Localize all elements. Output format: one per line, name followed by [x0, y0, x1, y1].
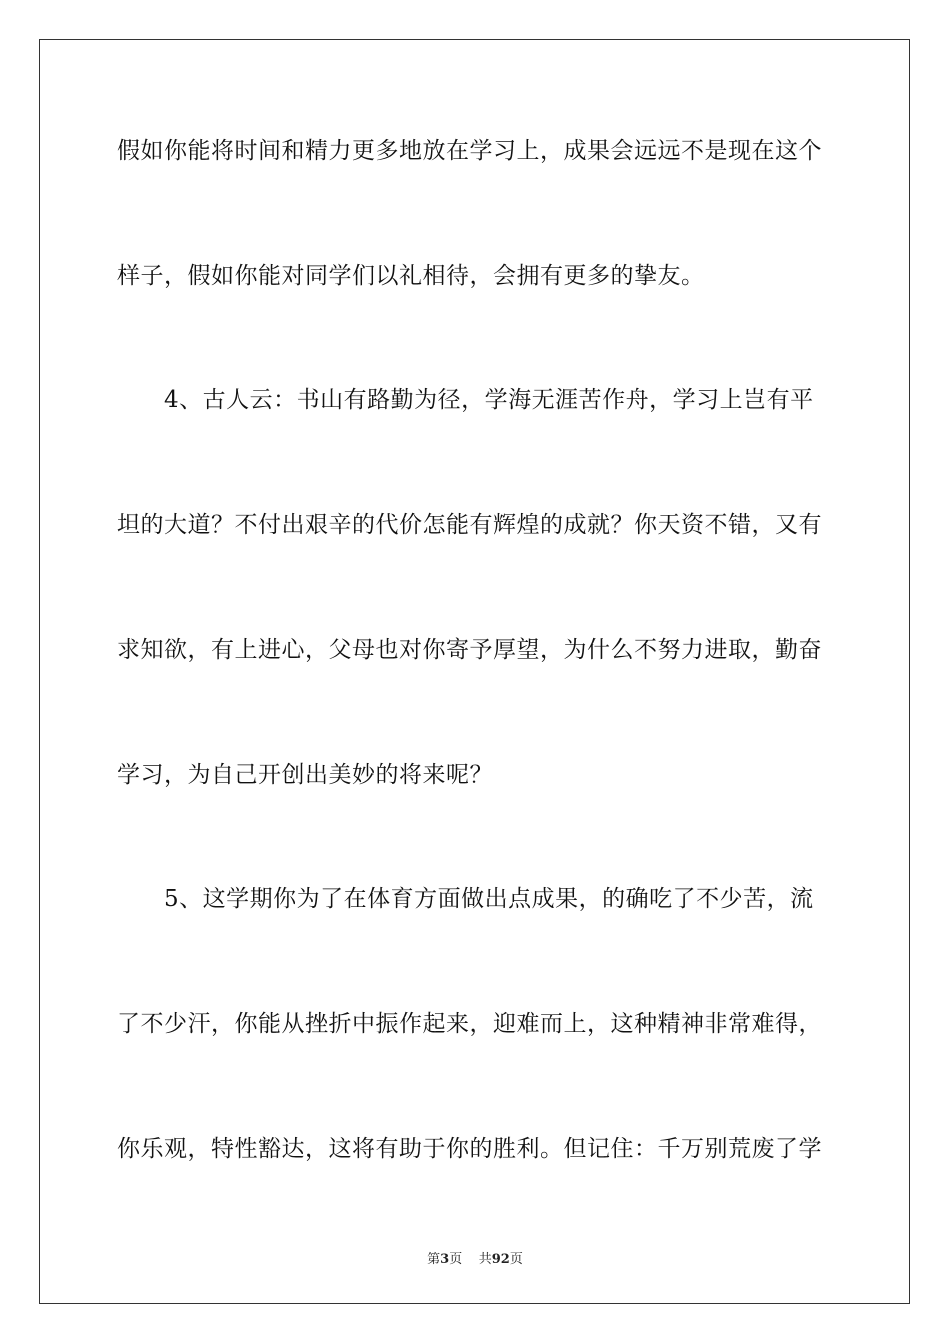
- body-line-3: 4、古人云：书山有路勤为径，学海无涯苦作舟，学习上岂有平: [117, 387, 814, 413]
- body-line-6: 学习，为自己开创出美妙的将来呢？: [117, 762, 493, 788]
- total-suffix: 页: [509, 1252, 523, 1267]
- body-line-2: 样子，假如你能对同学们以礼相待，会拥有更多的挚友。: [117, 263, 705, 289]
- body-line-1: 假如你能将时间和精力更多地放在学习上，成果会远远不是现在这个: [117, 138, 822, 164]
- body-line-9: 你乐观，特性豁达，这将有助于你的胜利。但记住：千万别荒废了学: [117, 1136, 822, 1162]
- total-prefix: 共: [478, 1252, 492, 1267]
- page-suffix: 页: [449, 1252, 463, 1267]
- page-footer: [0, 1248, 950, 1267]
- body-line-5: 求知欲，有上进心，父母也对你寄予厚望，为什么不努力进取，勤奋: [117, 637, 822, 663]
- body-line-7: 5、这学期你为了在体育方面做出点成果，的确吃了不少苦，流: [117, 886, 814, 912]
- page-number: 3: [440, 1252, 450, 1267]
- total-pages: 92: [491, 1252, 510, 1267]
- page-border: [39, 39, 910, 1304]
- page-prefix: 第: [427, 1252, 441, 1267]
- body-line-4: 坦的大道？不付出艰辛的代价怎能有辉煌的成就？你天资不错，又有: [117, 512, 822, 538]
- body-line-8: 了不少汗，你能从挫折中振作起来，迎难而上，这种精神非常难得，: [117, 1011, 822, 1037]
